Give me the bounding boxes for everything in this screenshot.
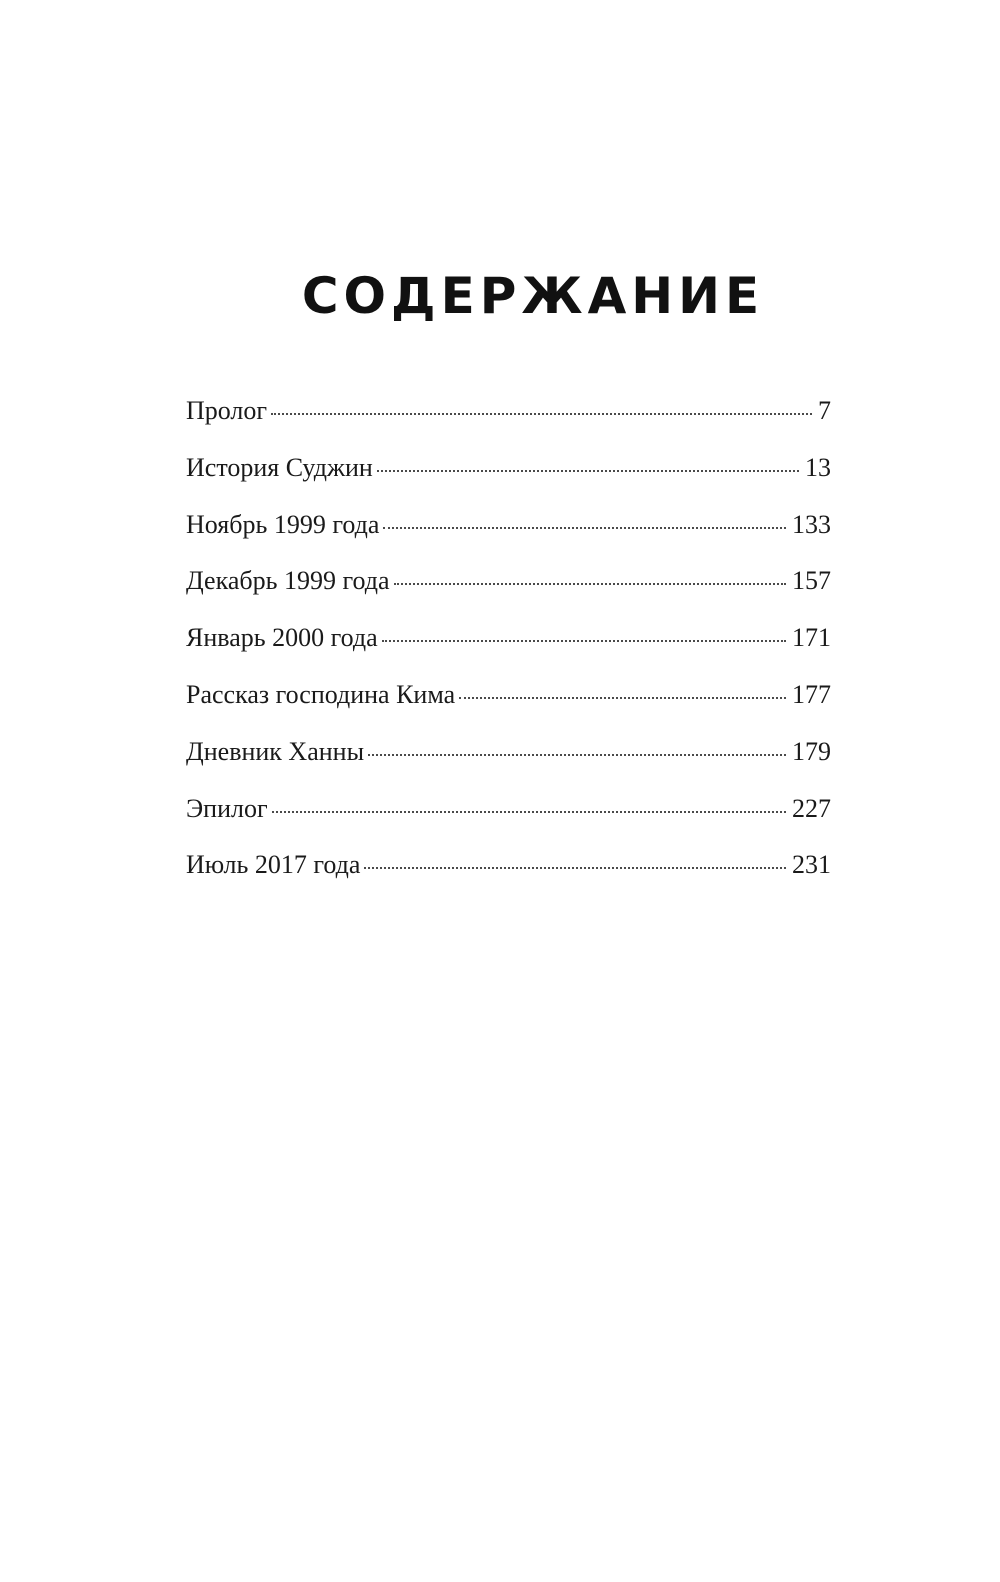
toc-entry-label: Январь 2000 года [186, 623, 378, 653]
toc-entry-label: Ноябрь 1999 года [186, 509, 380, 539]
toc-title: СОДЕРЖАНИЕ [301, 267, 765, 325]
toc-entry [186, 850, 831, 907]
toc-entry-label: История Суджин [186, 452, 373, 482]
toc-entry [186, 453, 831, 510]
toc-entry-page: 227 [792, 793, 831, 823]
toc-entry-page: 133 [792, 509, 831, 539]
toc-entry [186, 566, 831, 623]
toc-entry [186, 396, 831, 453]
dot-leader [394, 583, 787, 585]
toc-entry-page: 13 [805, 452, 831, 482]
dot-leader [383, 527, 786, 529]
toc-entry-page: 231 [792, 850, 831, 880]
dot-leader [459, 697, 786, 699]
toc-entry-page: 179 [792, 736, 831, 766]
toc-entry-label: Пролог [186, 396, 268, 425]
toc-entry [186, 794, 831, 851]
toc-entry-label: Эпилог [186, 793, 268, 823]
toc-entry-label: Июль 2017 года [186, 850, 361, 880]
dot-leader [377, 470, 799, 472]
toc-entry-page: 7 [818, 396, 831, 425]
dot-leader [364, 867, 786, 869]
toc-entry [186, 510, 831, 567]
dot-leader [272, 811, 786, 813]
dot-leader [271, 413, 812, 415]
table-of-contents [186, 396, 831, 907]
dot-leader [382, 640, 786, 642]
toc-entry-label: Декабрь 1999 года [186, 566, 390, 596]
toc-entry-label: Дневник Ханны [186, 736, 365, 766]
toc-entry [186, 737, 831, 794]
toc-entry [186, 680, 831, 737]
toc-entry-page: 171 [792, 623, 831, 653]
toc-entry-page: 157 [792, 566, 831, 596]
toc-entry [186, 623, 831, 680]
dot-leader [368, 754, 786, 756]
toc-entry-page: 177 [792, 679, 831, 709]
toc-entry-label: Рассказ господина Кима [186, 679, 456, 709]
